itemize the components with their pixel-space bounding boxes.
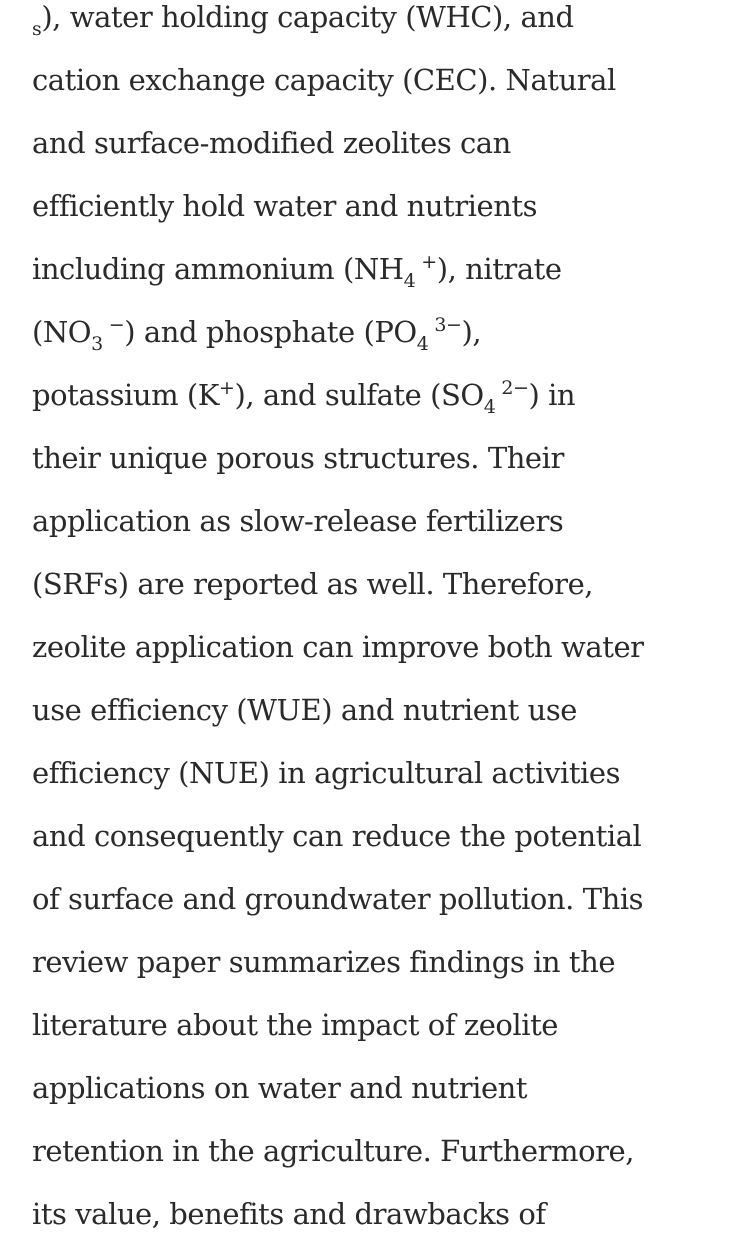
text-segment: application as slow-release fertilizers <box>32 504 564 538</box>
text-segment: their unique porous structures. Their <box>32 441 564 475</box>
text-segment: literature about the impact of zeolite <box>32 1008 558 1042</box>
subscript: 3 <box>91 333 103 355</box>
text-line <box>32 175 732 238</box>
text-segment: and surface-modified zeolites can <box>32 126 511 160</box>
article-body-text <box>32 0 732 1246</box>
text-line <box>32 868 732 931</box>
text-segment: (SRFs) are reported as well. Therefore, <box>32 567 594 601</box>
text-line <box>32 805 732 868</box>
subscript: s <box>32 18 42 40</box>
superscript: + <box>218 377 235 399</box>
superscript: 3− <box>434 314 462 336</box>
text-line <box>32 490 732 553</box>
text-segment: potassium (K <box>32 378 219 412</box>
text-line <box>32 994 732 1057</box>
text-segment: and consequently can reduce the potential <box>32 819 642 853</box>
text-segment: zeolite application can improve both water <box>32 630 644 664</box>
text-segment: efficiently hold water and nutrients <box>32 189 538 223</box>
text-line <box>32 112 732 175</box>
text-line <box>32 1183 732 1246</box>
text-segment: ) in <box>528 378 576 412</box>
text-line <box>32 1120 732 1183</box>
text-segment: including ammonium (NH <box>32 252 404 286</box>
text-segment: cation exchange capacity (CEC). Natural <box>32 63 616 97</box>
text-segment: (NO <box>32 315 92 349</box>
subscript: 4 <box>483 396 496 418</box>
text-line <box>32 679 732 742</box>
text-segment: of surface and groundwater pollution. This <box>32 882 644 916</box>
text-line <box>32 616 732 679</box>
text-segment: ) and phosphate (PO <box>124 315 417 349</box>
superscript: − <box>108 314 125 336</box>
text-segment: ), nitrate <box>436 252 562 286</box>
text-line <box>32 1057 732 1120</box>
text-segment: its value, benefits and drawbacks of <box>32 1197 546 1231</box>
superscript: 2− <box>501 377 529 399</box>
text-segment: retention in the agriculture. Furthermore, <box>32 1134 634 1168</box>
text-line <box>32 364 732 427</box>
text-segment: use efficiency (WUE) and nutrient use <box>32 693 577 727</box>
text-line <box>32 931 732 994</box>
text-line <box>32 301 732 364</box>
text-segment: applications on water and nutrient <box>32 1071 528 1105</box>
subscript: 4 <box>403 270 416 292</box>
text-segment: review paper summarizes findings in the <box>32 945 616 979</box>
text-segment: ), <box>461 315 482 349</box>
text-line <box>32 427 732 490</box>
text-segment: ), water holding capacity (WHC), and <box>41 0 574 34</box>
text-line <box>32 553 732 616</box>
text-line <box>32 0 732 49</box>
text-line <box>32 742 732 805</box>
text-segment: efficiency (NUE) in agricultural activities <box>32 756 621 790</box>
text-line <box>32 49 732 112</box>
superscript: + <box>421 251 437 273</box>
text-line <box>32 238 732 301</box>
subscript: 4 <box>416 333 429 355</box>
text-segment: ), and sulfate (SO <box>234 378 484 412</box>
